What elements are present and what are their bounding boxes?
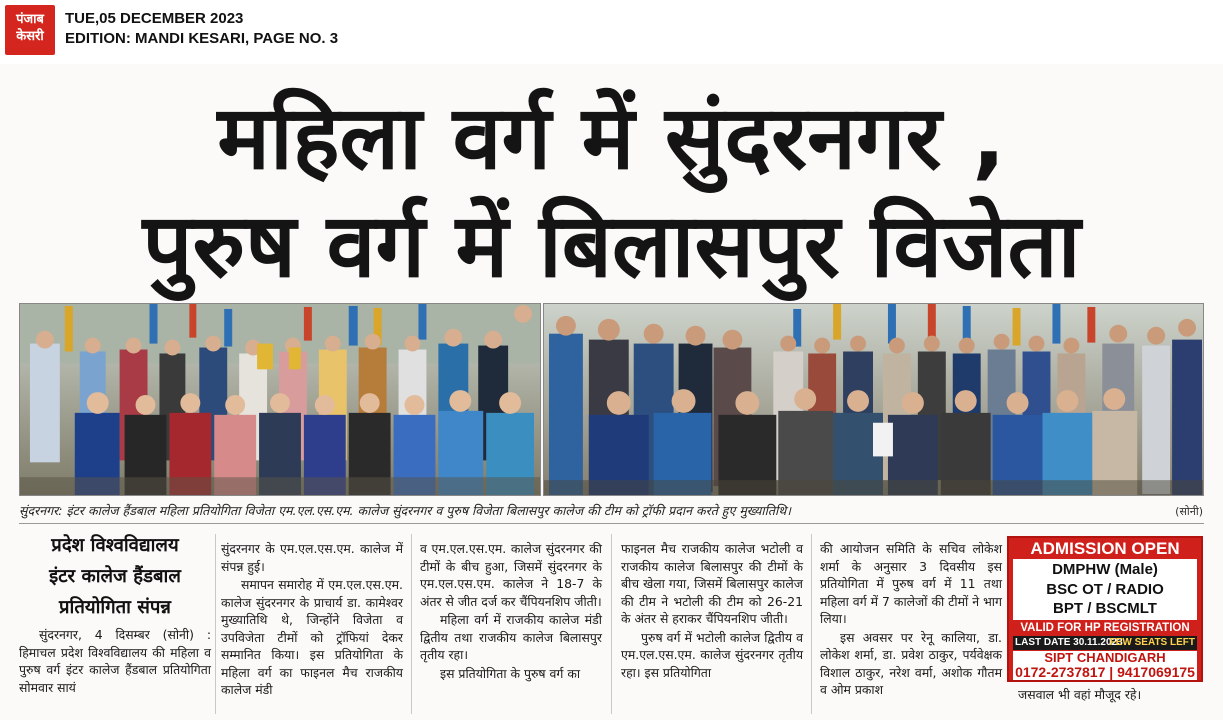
column-divider [215, 534, 216, 714]
column-4-para-1: फाइनल मैच राजकीय कालेज भटोली व राजकीय कालेज बिलासपुर की टीमों के बीच खेला गया, जिसमें बिलासपुर कालेज की टीम ने भटोली की टीम को 26-21 के अंतर से हराकर चैंपियनशिप जीती। [621, 541, 803, 626]
edition-info [65, 9, 338, 49]
headline-line-2: पुरुष वर्ग में बिलासपुर विजेता [142, 194, 1081, 297]
column-4-para-2: पुरुष वर्ग में भटोली कालेज द्वितीय व एम.एल.एस.एम. कालेज सुंदरनगर तृतीय रहा। इस प्रतियोगिता [621, 629, 803, 680]
ad-course-1: DMPHW (Male) [1052, 561, 1158, 578]
ad-last-date: LAST DATE 30.11.2023 [1015, 637, 1123, 648]
photo-credit: (सोनी) [1175, 505, 1203, 518]
ad-course-2: BSC OT / RADIO [1046, 580, 1164, 598]
article-column-3 [420, 540, 602, 683]
column-divider [811, 534, 812, 714]
newspaper-logo [5, 5, 55, 55]
photo-caption: सुंदरनगर: इंटर कालेज हैंडबाल महिला प्रतियोगिता विजेता एम.एल.एस.एम. कालेज सुंदरनगर व पुरुष विजेता बिलासपुर कालेज की टीम को ट्रॉफी प्रदान करते हुए मुख्यातिथि। [19, 503, 791, 518]
admission-advertisement [1007, 536, 1203, 682]
article-column-4 [621, 540, 803, 682]
column-3-para-2: महिला वर्ग में राजकीय कालेज मंडी द्वितीय तथा राजकीय कालेज बिलासपुर तृतीय रहा। [420, 612, 602, 662]
article-column-1 [19, 626, 211, 697]
column-1-text: सुंदरनगर, 4 दिसम्बर (सोनी) : हिमाचल प्रदेश विश्वविद्यालय की महिला व पुरुष वर्ग इंटर कालेज हैंडबाल प्रतियोगिता सोमवार सायं [19, 627, 211, 695]
photo-women-team [19, 303, 541, 496]
ad-course-list [1013, 559, 1197, 620]
logo-line-1: पंजाब [16, 12, 44, 27]
article-column-2 [221, 540, 403, 700]
ad-valid-note: VALID FOR HP REGISTRATION [1020, 622, 1190, 634]
ad-deadline-row [1013, 636, 1197, 650]
sub-headline-line-3: प्रतियोगिता संपन्न [59, 597, 171, 618]
men-team-image [544, 304, 1203, 495]
ad-institute: SIPT CHANDIGARH [1013, 651, 1197, 665]
column-2-para-2: समापन समारोह में एम.एल.एस.एम. कालेज सुंदरनगर के प्राचार्य डा. कामेश्वर मुख्यातिथि थे, जिन्होंने विजेता व उपविजेता टीमों को ट्रॉफियां देकर सम्मानित किया। इस प्रतियोगिता के महिला वर्ग का फाइनल मैच राजकीय कालेज मंडी [221, 577, 403, 697]
headline-line-1: महिला वर्ग में सुंदरनगर , [217, 86, 1006, 189]
column-divider [611, 534, 612, 714]
caption-divider [19, 523, 1204, 524]
masthead [0, 0, 1223, 64]
article-column-6 [1018, 686, 1203, 705]
sub-headline-line-2: इंटर कालेज हैंडबाल [49, 566, 181, 587]
photo-men-team [543, 303, 1204, 496]
edition-name: EDITION: MANDI KESARI, PAGE NO. 3 [65, 30, 339, 47]
logo-line-2: केसरी [16, 29, 44, 44]
sub-headline-line-1: प्रदेश विश्वविद्यालय [51, 535, 179, 556]
column-divider [411, 534, 412, 714]
ad-phone: 0172-2737817 | 9417069175 [1013, 665, 1197, 680]
edition-date: TUE,05 DECEMBER 2023 [65, 10, 244, 27]
column-3-para-1: व एम.एल.एस.एम. कालेज सुंदरनगर की टीमों के बीच हुआ, जिसमें सुंदरनगर के एम.एल.एस.एम. कालेज ने 18-7 के अंतर से जीत दर्ज कर चैंपियनशिप जीती। [420, 541, 602, 609]
column-2-para-1: सुंदरनगर के एम.एल.एस.एम. कालेज में संपन्न हुई। [221, 541, 403, 574]
column-5-para-2: इस अवसर पर रेनू कालिया, डा. लोकेश शर्मा, डा. प्रवेश ठाकुर, पर्यवेक्षक विशाल ठाकुर, नरेश वर्मा, अशोक गौतम व ओम प्रकाश [820, 629, 1002, 697]
column-3-para-3: इस प्रतियोगिता के पुरुष वर्ग का [440, 665, 581, 681]
ad-course-3: BPT / BSCMLT [1053, 600, 1157, 617]
sub-headline [19, 530, 211, 623]
ad-title: ADMISSION OPEN [1030, 539, 1180, 558]
column-6-text: जसवाल भी वहां मौजूद रहे। [1018, 687, 1142, 702]
ad-few-seats: FEW SEATS LEFT [1109, 637, 1195, 648]
article-column-5 [820, 540, 1002, 700]
women-team-image [20, 304, 540, 495]
column-5-para-1: की आयोजन समिति के सचिव लोकेश शर्मा के अनुसार 3 दिवसीय इस प्रतियोगिता में पुरुष वर्ग में 11 तथा महिला वर्ग में 7 कालेजों की टीमों ने भाग लिया। [820, 541, 1002, 626]
